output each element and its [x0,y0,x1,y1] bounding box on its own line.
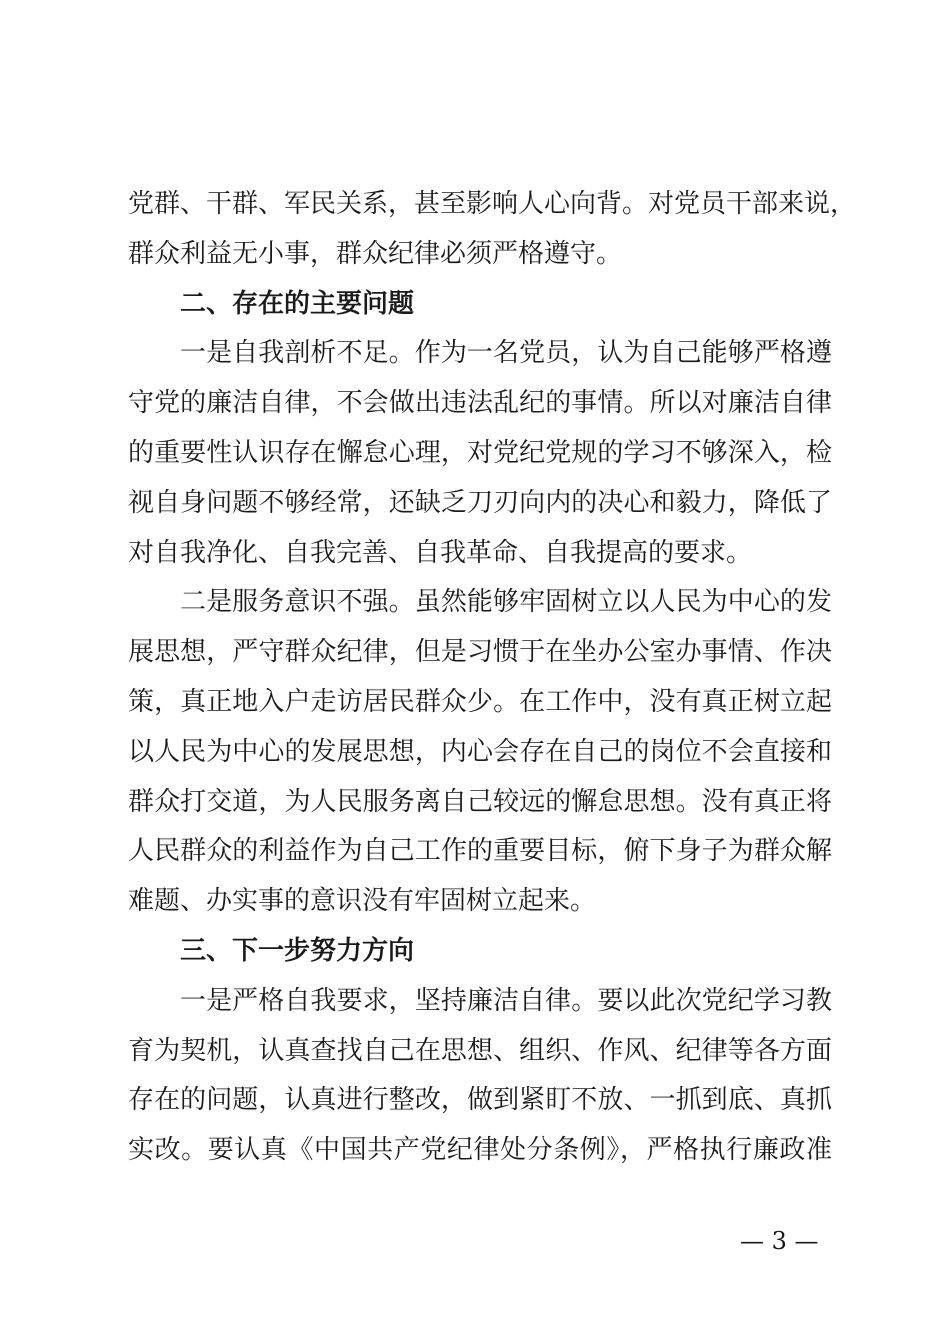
page-number: — 3 — [740,1227,819,1255]
paragraph-line: 群众利益无小事，群众纪律必须严格遵守。 [128,238,623,269]
section-heading: 二、存在的主要问题 [180,288,415,319]
paragraph-line: 守党的廉洁自律，不会做出违法乱纪的事情。所以对廉洁自律 [128,388,832,419]
paragraph-line: 以人民为中心的发展思想，内心会存在自己的岗位不会直接和 [128,736,832,767]
paragraph-line: 人民群众的利益作为自己工作的重要目标，俯下身子为群众解 [128,836,832,867]
paragraph-line: 一是严格自我要求，坚持廉洁自律。要以此次党纪学习教 [180,985,832,1016]
paragraph-line: 展思想，严守群众纪律，但是习惯于在坐办公室办事情、作决 [128,637,832,668]
paragraph-line: 一是自我剖析不足。作为一名党员，认为自己能够严格遵 [180,338,832,369]
paragraph-line: 的重要性认识存在懈怠心理，对党纪党规的学习不够深入，检 [128,437,832,468]
paragraph-line: 群众打交道，为人民服务离自己较远的懈怠思想。没有真正将 [128,786,832,817]
paragraph-line: 育为契机，认真查找自己在思想、组织、作风、纪律等各方面 [128,1035,832,1066]
paragraph-line: 视自身问题不够经常，还缺乏刀刃向内的决心和毅力，降低了 [128,487,832,518]
paragraph-line: 对自我净化、自我完善、自我革命、自我提高的要求。 [128,537,753,568]
paragraph-line: 策，真正地入户走访居民群众少。在工作中，没有真正树立起 [128,686,832,717]
section-heading: 三、下一步努力方向 [180,935,415,966]
paragraph-line: 二是服务意识不强。虽然能够牢固树立以人民为中心的发 [180,587,832,618]
paragraph-line: 存在的问题，认真进行整改，做到紧盯不放、一抓到底、真抓 [128,1085,832,1116]
document-body [128,180,857,1176]
paragraph-line: 党群、干群、军民关系，甚至影响人心向背。对党员干部来说， [128,189,857,219]
paragraph-line: 实改。要认真《中国共产党纪律处分条例》，严格执行廉政准 [128,1135,832,1166]
paragraph-line: 难题、办实事的意识没有牢固树立起来。 [128,886,597,917]
